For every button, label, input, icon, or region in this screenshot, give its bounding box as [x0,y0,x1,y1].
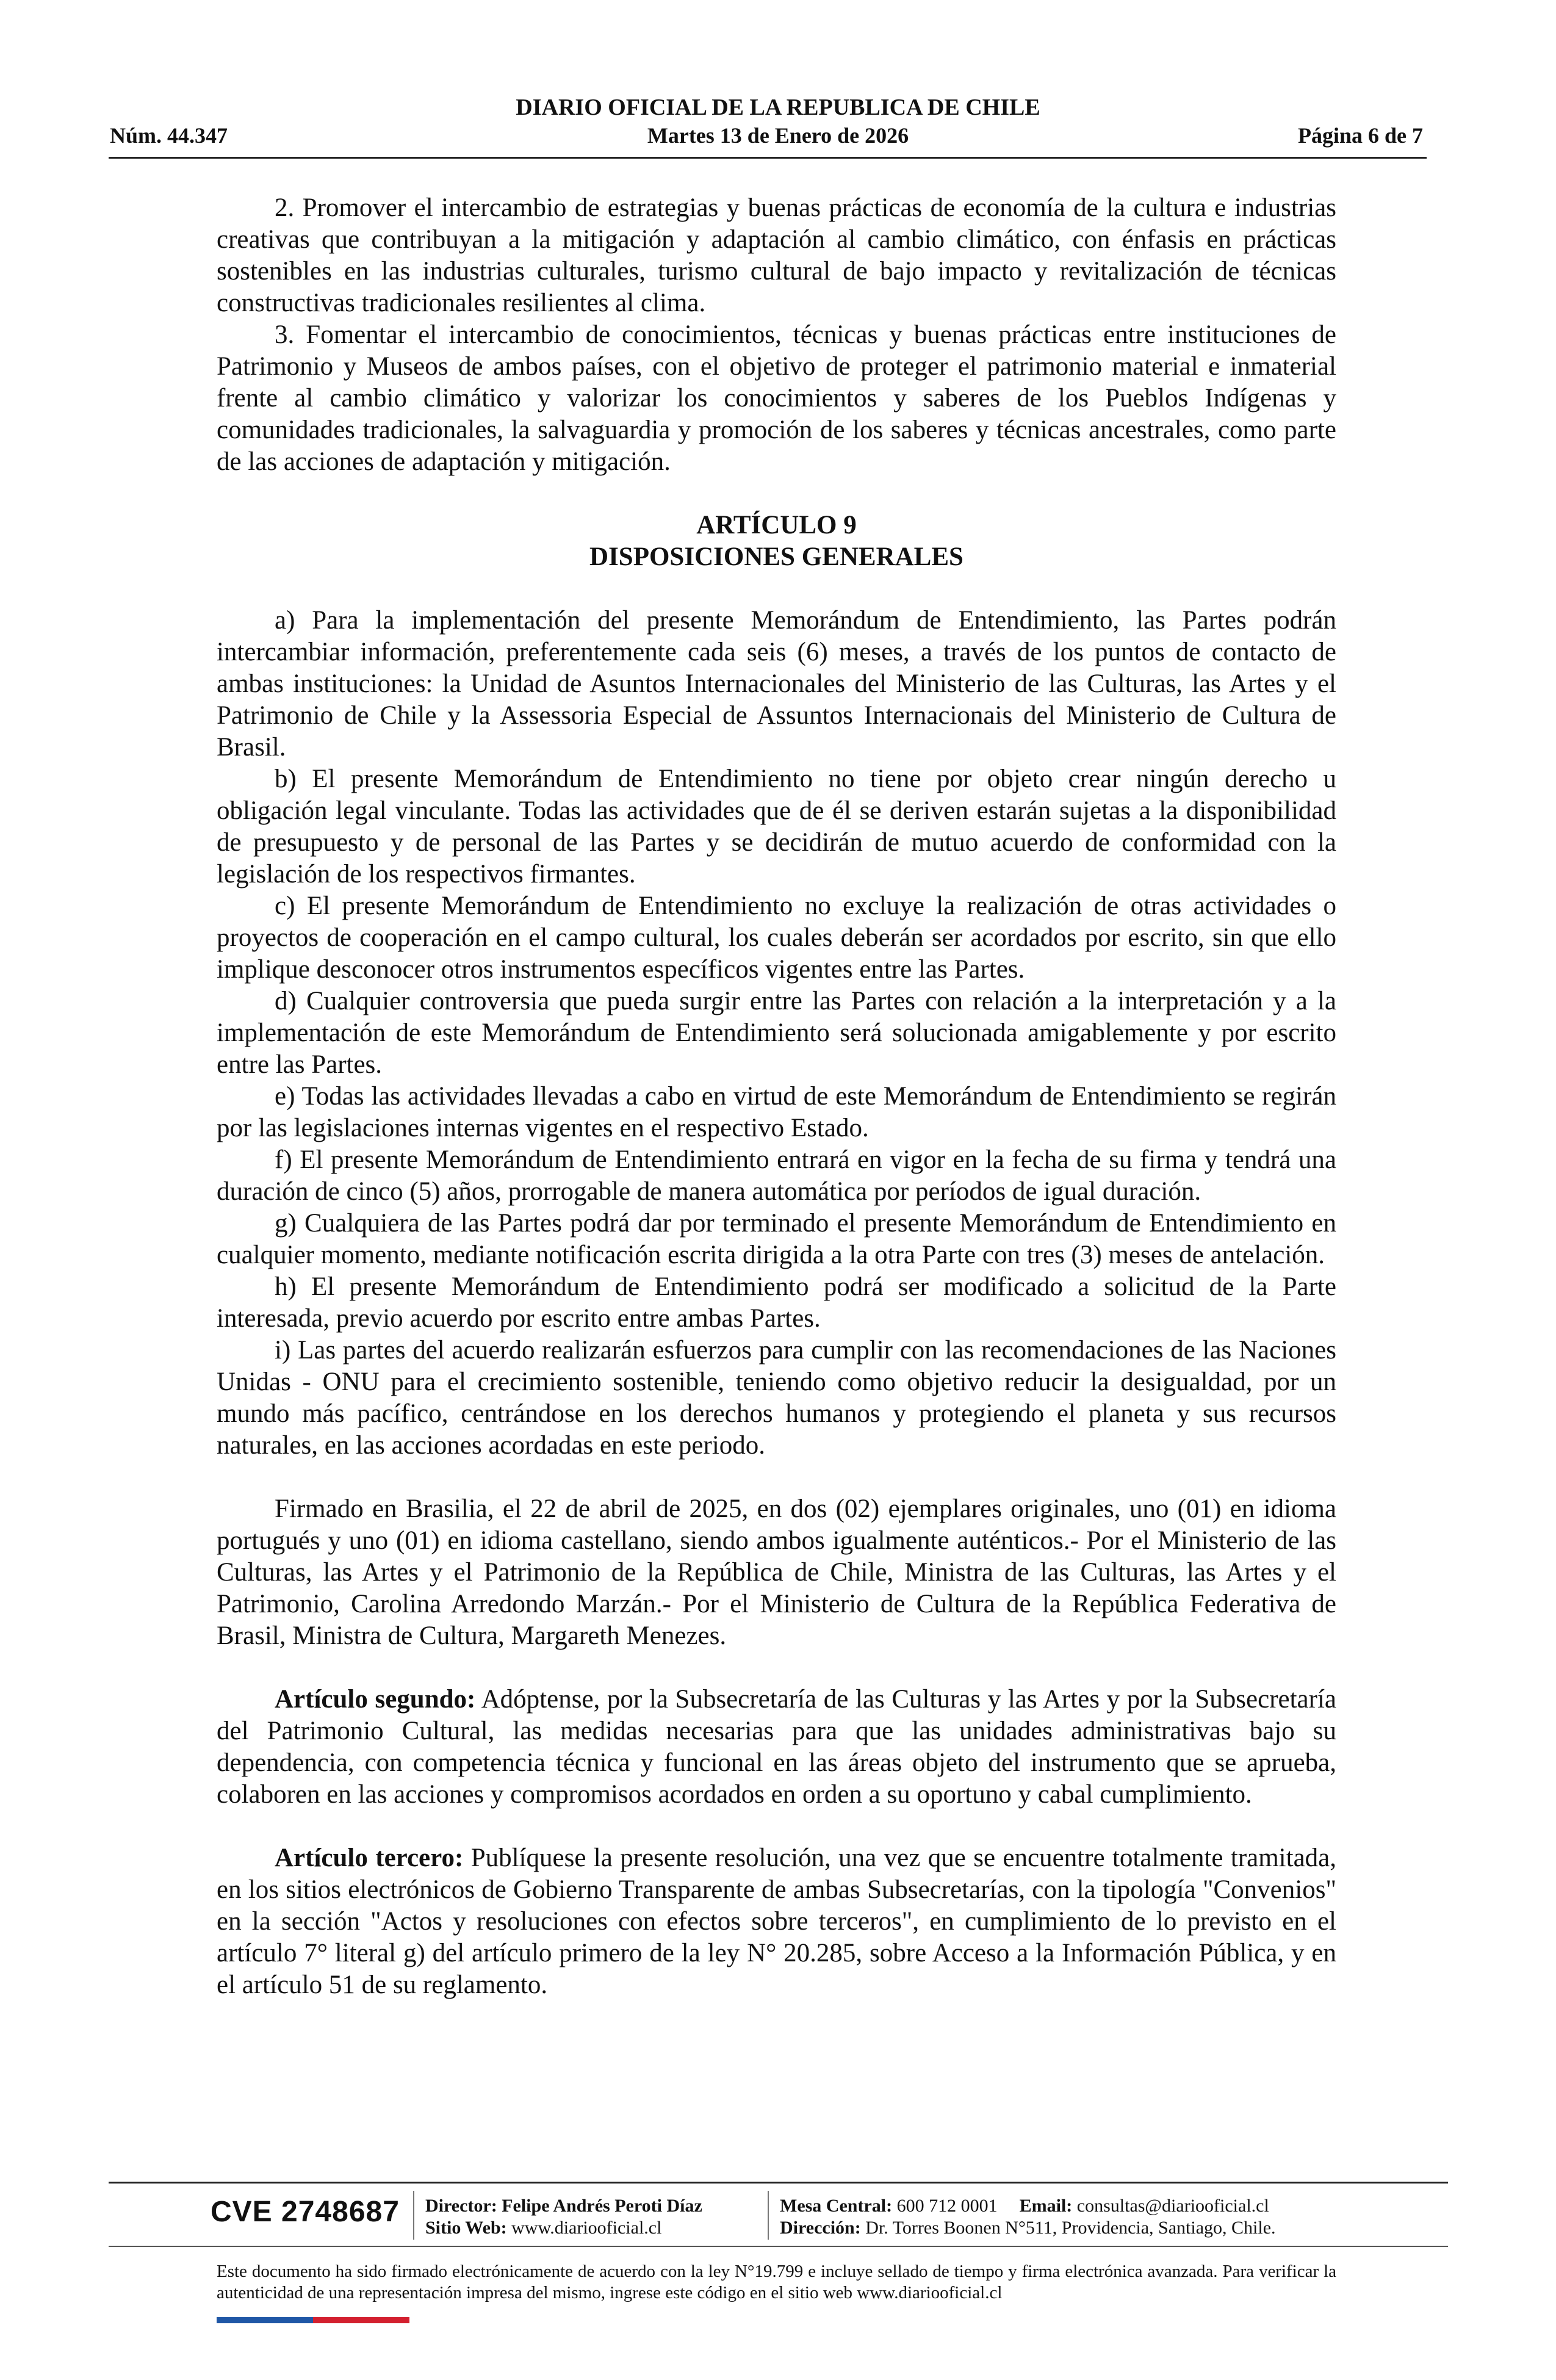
paragraph-2: 2. Promover el intercambio de estrategias y buenas prácticas de economía de la cultura e industrias creativas que contribuyan a la mitigación y adaptación al cambio climático, con énfasis en prácticas sostenibles en las industrias culturales, turismo cultural de bajo impacto y revitalización de técnicas constructivas tradicionales resilientes al clima. [217,193,1336,317]
signature-paragraph: Firmado en Brasilia, el 22 de abril de 2025, en dos (02) ejemplares originales, uno (01) en idioma portugués y uno (01) en idioma castellano, siendo ambos igualmente auténticos.- Por el Ministerio de las Culturas, las Artes y el Patrimonio de la República de Chile, Ministra de las Culturas, las Artes y el Patrimonio, Carolina Arredondo Marzán.- Por el Ministerio de Cultura de la República Federativa de Brasil, Ministra de Cultura, Margareth Menezes. [217,1495,1336,1650]
document-body [217,192,1336,2001]
item-h: h) El presente Memorándum de Entendimiento podrá ser modificado a solicitud de la Parte interesada, previo acuerdo por escrito entre ambas Partes. [217,1272,1336,1333]
footer-separator [768,2191,769,2240]
item-a: a) Para la implementación del presente Memorándum de Entendimiento, las Partes podrán intercambiar información, preferentemente cada seis (6) meses, a través de los puntos de contacto de ambas instituciones: la Unidad de Asuntos Internacionales del Ministerio de las Culturas, las Artes y el Patrimonio de Chile y la Assessoria Especial de Assuntos Internacionais del Ministerio de Cultura de Brasil. [217,606,1336,762]
item-e: e) Todas las actividades llevadas a cabo en virtud de este Memorándum de Entendimiento se regirán por las legislaciones internas vigentes en el respectivo Estado. [217,1082,1336,1142]
article-third-text: Publíquese la presente resolución, una vez que se encuentre totalmente tramitada, en los sitios electrónicos de Gobierno Transparente de ambas Subsecretarías, con la tipología "Convenios" en la sección "Actos y resoluciones con efectos sobre terceros", en cumplimiento de lo previsto en el artículo 7° literal g) del artículo primero de la ley N° 20.285, sobre Acceso a la Información Pública, y en el artículo 51 de su reglamento. [217,1844,1336,1999]
spacer [217,1652,1336,1684]
address-line [780,2217,1276,2239]
item-b: b) El presente Memorándum de Entendimiento no tiene por objeto crear ningún derecho u obligación legal vinculante. Todas las actividades que de él se deriven estarán sujetas a la disponibilidad de presupuesto y de personal de las Partes y se decidirán de mutuo acuerdo de conformidad con la legislación de los respectivos firmantes. [217,765,1336,889]
mesa-label: Mesa Central: [780,2196,893,2216]
issue-date: Martes 13 de Enero de 2026 [647,123,909,148]
footer-divider [109,2182,1448,2183]
footer-separator [413,2191,414,2240]
issue-number: Núm. 44.347 [110,123,228,148]
item-g: g) Cualquiera de las Partes podrá dar por terminado el presente Memorándum de Entendimiento en cualquier momento, mediante notificación escrita dirigida a la otra Parte con tres (3) meses de antelación. [217,1209,1336,1269]
director-name: Felipe Andrés Peroti Díaz [502,2196,702,2216]
item-f: f) El presente Memorándum de Entendimiento entrará en vigor en la fecha de su firma y tendrá una duración de cinco (5) años, prorrogable de manera automática por períodos de igual duración. [217,1145,1336,1206]
page-indicator: Página 6 de 7 [1297,123,1423,148]
spacer [217,1462,1336,1493]
email-label: Email: [1019,2196,1073,2216]
address-label: Dirección: [780,2218,861,2238]
contact-line [780,2195,1276,2217]
website-line [425,2217,702,2239]
item-c: c) El presente Memorándum de Entendimiento no excluye la realización de otras actividades o proyectos de cooperación en el campo cultural, los cuales deberán ser acordados por escrito, sin que ello implique desconocer otros instrumentos específicos vigentes entre las Partes. [217,892,1336,984]
paragraph-3: 3. Fomentar el intercambio de conocimientos, técnicas y buenas prácticas entre instituciones de Patrimonio y Museos de ambos países, con el objetivo de proteger el patrimonio material e inmaterial frente al cambio climático y valorizar los conocimientos y saberes de los Pueblos Indígenas y comunidades tradicionales, la salvaguardia y promoción de los saberes y técnicas ancestrales, como parte de las acciones de adaptación y mitigación. [217,320,1336,476]
gazette-title: DIARIO OFICIAL DE LA REPUBLICA DE CHILE [516,95,1040,120]
footer-divider-2 [109,2246,1448,2247]
cve-code: CVE 2748687 [211,2196,400,2228]
item-i: i) Las partes del acuerdo realizarán esfuerzos para cumplir con las recomendaciones de las Naciones Unidas - ONU para el crecimiento sostenible, teniendo como objetivo reducir la desigualdad, por un mundo más pacífico, centrándose en los derechos humanos y protegiendo el planeta y sus recursos naturales, en las acciones acordadas en este periodo. [217,1336,1336,1460]
website-link[interactable]: www.diariooficial.cl [511,2218,662,2238]
website-label: Sitio Web: [425,2218,507,2238]
spacer [217,478,1336,510]
mesa-phone: 600 712 0001 [896,2196,998,2216]
article-number: ARTÍCULO 9 [696,511,857,539]
article-second-label: Artículo segundo: [275,1685,476,1714]
signature-disclaimer: Este documento ha sido firmado electrónicamente de acuerdo con la ley N°19.799 e incluye sellado de tiempo y firma electrónica avanzada. Para verificar la autenticidad de una representación impresa del mismo, ingrese este código en el sitio web www.diariooficial.cl [217,2262,1336,2302]
header-divider [109,157,1427,159]
item-d: d) Cualquier controversia que pueda surgir entre las Partes con relación a la interpretación y a la implementación de este Memorándum de Entendimiento será solucionada amigablemente y por escrito entre las Partes. [217,987,1336,1079]
director-label: Director: [425,2196,497,2216]
footer-contact-block [780,2195,1276,2239]
flag-stripe-red [313,2317,409,2323]
article-third-label: Artículo tercero: [275,1844,464,1872]
email-link[interactable]: consultas@diariooficial.cl [1076,2196,1269,2216]
article-second [217,1684,1336,1811]
flag-stripe-blue [217,2317,313,2323]
spacer [217,573,1336,605]
address-text: Dr. Torres Boonen N°511, Providencia, Santiago, Chile. [865,2218,1276,2238]
footer-director-block [425,2195,702,2239]
article-second-text: Adóptense, por la Subsecretaría de las Culturas y las Artes y por la Subsecretaría del Patrimonio Cultural, las medidas necesarias para que las unidades administrativas bajo su dependencia, con competencia técnica y funcional en las áreas objeto del instrumento que se aprueba, colaboren en las acciones y compromisos acordados en orden a su oportuno y cabal cumplimiento. [217,1685,1336,1809]
article-third [217,1842,1336,2001]
article-title: DISPOSICIONES GENERALES [589,543,963,571]
director-line [425,2195,702,2217]
spacer [217,1811,1336,1842]
